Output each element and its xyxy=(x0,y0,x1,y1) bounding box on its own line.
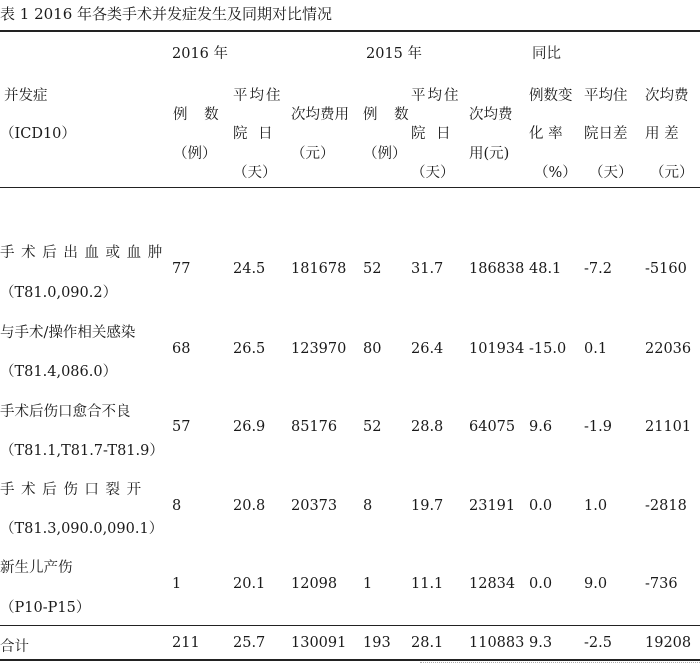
cell-change-rate: 0.0 xyxy=(529,498,553,514)
cell-2016-cost: 12098 xyxy=(291,576,338,592)
col-header-2016-cost: 次均费用 xyxy=(291,107,349,123)
row-name: 与手术/操作相关感染 xyxy=(0,325,136,341)
total-stay-diff: -2.5 xyxy=(584,635,612,651)
cell-2015-stay: 19.7 xyxy=(411,498,444,514)
col-header-2015-stay-1: 平均住 xyxy=(411,88,461,104)
cell-2016-stay: 26.9 xyxy=(233,419,266,435)
col-header-cost-diff-3: （元） xyxy=(650,165,694,181)
cell-2016-stay: 20.1 xyxy=(233,576,266,592)
row-name: 新生儿产伤 xyxy=(0,560,73,576)
total-2016-stay: 25.7 xyxy=(233,635,266,651)
cell-change-rate: 9.6 xyxy=(529,419,553,435)
cell-2015-cost: 23191 xyxy=(469,498,516,514)
cell-2015-cases: 8 xyxy=(363,498,373,514)
row-code: （T81.4,086.0） xyxy=(0,364,118,380)
total-2015-stay: 28.1 xyxy=(411,635,444,651)
total-2016-cases: 211 xyxy=(172,635,200,651)
total-2015-cost: 110883 xyxy=(469,635,525,651)
col-header-2015-cost: 次均费 xyxy=(469,107,513,123)
row-name: 手 术 后 出 血 或 血 肿 xyxy=(0,245,164,261)
cell-cost-diff: -2818 xyxy=(645,498,687,514)
col-header-cost-diff-1: 次均费 xyxy=(645,88,689,104)
row-code: （T81.3,090.0,090.1） xyxy=(0,521,164,537)
col-header-2015-cases-unit: （例） xyxy=(363,146,407,162)
cell-stay-diff: -7.2 xyxy=(584,261,612,277)
row-code: （P10-P15） xyxy=(0,600,91,616)
col-header-2015-cases: 例 数 xyxy=(363,107,415,123)
col-header-2016-stay-1: 平均住 xyxy=(233,88,283,104)
col-header-change-rate-3: （%） xyxy=(534,165,577,181)
cell-2015-cost: 186838 xyxy=(469,261,525,277)
cell-2016-stay: 20.8 xyxy=(233,498,266,514)
total-label: 合计 xyxy=(0,639,29,655)
col-header-cost-diff-2: 用 差 xyxy=(645,126,679,142)
cell-2015-stay: 11.1 xyxy=(411,576,444,592)
col-header-2016-cases-unit: （例） xyxy=(173,146,217,162)
col-header-stay-diff-1: 平均住 xyxy=(584,88,628,104)
cell-change-rate: -15.0 xyxy=(529,341,567,357)
cell-stay-diff: 9.0 xyxy=(584,576,608,592)
cell-2015-stay: 31.7 xyxy=(411,261,444,277)
cell-change-rate: 48.1 xyxy=(529,261,562,277)
header-rule xyxy=(0,187,700,188)
top-rule xyxy=(0,30,700,32)
row-code: （T81.0,090.2） xyxy=(0,285,118,301)
cell-cost-diff: -5160 xyxy=(645,261,687,277)
cell-2016-cases: 68 xyxy=(172,341,191,357)
cell-2015-cases: 80 xyxy=(363,341,382,357)
col-header-change-rate-1: 例数变 xyxy=(529,88,573,104)
cell-2016-cost: 181678 xyxy=(291,261,347,277)
row-name: 手 术 后 伤 口 裂 开 xyxy=(0,482,143,498)
group-header-2016: 2016 年 xyxy=(172,46,229,62)
cell-2015-cost: 64075 xyxy=(469,419,516,435)
total-cost-diff: 19208 xyxy=(645,635,692,651)
total-change-rate: 9.3 xyxy=(529,635,553,651)
col-header-2016-cases: 例 数 xyxy=(173,107,225,123)
row-code: （T81.1,T81.7-T81.9） xyxy=(0,443,164,459)
cell-cost-diff: 21101 xyxy=(645,419,692,435)
total-2016-cost: 130091 xyxy=(291,635,347,651)
col-header-2015-cost-unit: 用(元) xyxy=(469,146,510,162)
bottom-rule xyxy=(0,659,700,661)
col-header-change-rate-2: 化 率 xyxy=(529,126,563,142)
cell-2015-cost: 12834 xyxy=(469,576,516,592)
decorative-dotted-line xyxy=(420,662,700,663)
col-header-2015-stay-2: 院 日 xyxy=(411,126,454,142)
cell-2015-cases: 52 xyxy=(363,261,382,277)
cell-2016-cases: 57 xyxy=(172,419,191,435)
table-title: 表 1 2016 年各类手术并发症发生及同期对比情况 xyxy=(0,5,333,23)
col-header-stay-diff-3: （天） xyxy=(589,165,633,181)
col-header-2016-stay-2: 院 日 xyxy=(233,126,276,142)
group-header-compare: 同比 xyxy=(532,46,561,62)
col-header-2016-cost-unit: （元） xyxy=(291,146,335,162)
cell-cost-diff: -736 xyxy=(645,576,678,592)
row-header-code: （ICD10） xyxy=(0,126,76,142)
cell-2015-cases: 52 xyxy=(363,419,382,435)
total-2015-cases: 193 xyxy=(363,635,391,651)
cell-2016-stay: 26.5 xyxy=(233,341,266,357)
cell-2016-cost: 85176 xyxy=(291,419,338,435)
cell-cost-diff: 22036 xyxy=(645,341,692,357)
cell-2015-stay: 26.4 xyxy=(411,341,444,357)
cell-2016-cases: 1 xyxy=(172,576,182,592)
cell-2016-cost: 123970 xyxy=(291,341,347,357)
cell-2015-cases: 1 xyxy=(363,576,373,592)
row-name: 手术后伤口愈合不良 xyxy=(0,404,131,420)
group-header-2015: 2015 年 xyxy=(366,46,423,62)
cell-2016-cost: 20373 xyxy=(291,498,338,514)
row-header-label: 并发症 xyxy=(4,88,48,104)
cell-2015-stay: 28.8 xyxy=(411,419,444,435)
cell-2016-cases: 77 xyxy=(172,261,191,277)
cell-stay-diff: -1.9 xyxy=(584,419,612,435)
cell-2016-stay: 24.5 xyxy=(233,261,266,277)
cell-2015-cost: 101934 xyxy=(469,341,525,357)
cell-2016-cases: 8 xyxy=(172,498,182,514)
cell-stay-diff: 0.1 xyxy=(584,341,608,357)
cell-change-rate: 0.0 xyxy=(529,576,553,592)
col-header-2016-stay-3: （天） xyxy=(233,165,277,181)
col-header-2015-stay-3: （天） xyxy=(411,165,455,181)
col-header-stay-diff-2: 院日差 xyxy=(584,126,628,142)
cell-stay-diff: 1.0 xyxy=(584,498,608,514)
total-rule xyxy=(0,625,700,626)
